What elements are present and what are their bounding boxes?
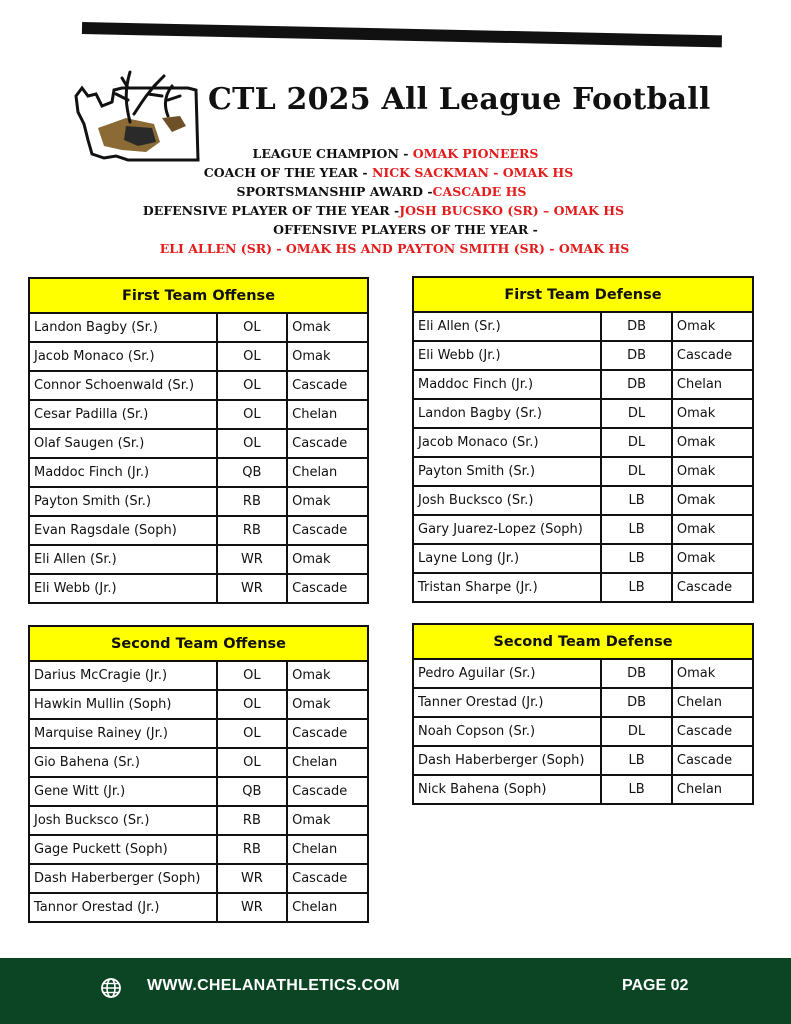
player-name: Gage Puckett (Soph) <box>29 835 217 864</box>
player-team: Omak <box>287 342 368 371</box>
player-position: DL <box>601 457 672 486</box>
first-team-defense-table <box>412 276 754 603</box>
player-team: Cascade <box>672 341 753 370</box>
table-row <box>29 748 368 777</box>
table-row <box>29 545 368 574</box>
table-row <box>413 370 753 399</box>
player-position: LB <box>601 746 672 775</box>
player-team: Omak <box>672 312 753 341</box>
player-position: QB <box>217 458 287 487</box>
table-title: First Team Offense <box>29 278 368 313</box>
player-position: WR <box>217 864 287 893</box>
coach-of-year-label: COACH OF THE YEAR - <box>203 165 372 180</box>
table-row <box>29 777 368 806</box>
player-team: Omak <box>287 661 368 690</box>
player-name: Darius McCragie (Jr.) <box>29 661 217 690</box>
player-team: Omak <box>672 515 753 544</box>
table-row <box>413 717 753 746</box>
table-row <box>29 893 368 922</box>
player-position: DB <box>601 370 672 399</box>
player-team: Omak <box>287 313 368 342</box>
second-team-offense-table <box>28 625 369 923</box>
player-position: RB <box>217 835 287 864</box>
website-link[interactable]: WWW.CHELANATHLETICS.COM <box>147 977 400 994</box>
table-row <box>29 487 368 516</box>
player-position: QB <box>217 777 287 806</box>
player-position: OL <box>217 342 287 371</box>
player-position: OL <box>217 748 287 777</box>
player-name: Payton Smith (Sr.) <box>413 457 601 486</box>
player-name: Connor Schoenwald (Sr.) <box>29 371 217 400</box>
player-position: LB <box>601 544 672 573</box>
table-row <box>413 573 753 602</box>
player-position: OL <box>217 429 287 458</box>
player-position: DL <box>601 428 672 457</box>
player-name: Dash Haberberger (Soph) <box>29 864 217 893</box>
player-team: Chelan <box>287 748 368 777</box>
player-name: Payton Smith (Sr.) <box>29 487 217 516</box>
table-row <box>29 806 368 835</box>
league-champion-label: LEAGUE CHAMPION - <box>252 146 413 161</box>
player-name: Landon Bagby (Sr.) <box>29 313 217 342</box>
player-name: Eli Webb (Jr.) <box>413 341 601 370</box>
player-team: Omak <box>672 457 753 486</box>
table-row <box>413 544 753 573</box>
table-row <box>29 835 368 864</box>
player-position: DB <box>601 659 672 688</box>
player-position: RB <box>217 806 287 835</box>
table-row <box>413 399 753 428</box>
player-team: Chelan <box>287 458 368 487</box>
player-team: Omak <box>287 806 368 835</box>
player-team: Omak <box>287 487 368 516</box>
player-name: Olaf Saugen (Sr.) <box>29 429 217 458</box>
table-row <box>29 516 368 545</box>
player-position: OL <box>217 313 287 342</box>
player-team: Chelan <box>672 775 753 804</box>
league-champion-value: OMAK PIONEERS <box>412 146 539 161</box>
sportsmanship-label: SPORTSMANSHIP AWARD - <box>236 184 433 199</box>
player-team: Cascade <box>287 429 368 458</box>
table-row <box>29 313 368 342</box>
player-name: Jacob Monaco (Sr.) <box>29 342 217 371</box>
table-row <box>29 342 368 371</box>
awards-block <box>0 144 791 258</box>
player-name: Nick Bahena (Soph) <box>413 775 601 804</box>
player-position: OL <box>217 690 287 719</box>
player-team: Chelan <box>287 893 368 922</box>
table-row <box>413 659 753 688</box>
player-name: Pedro Aguilar (Sr.) <box>413 659 601 688</box>
coach-of-year-value: NICK SACKMAN - OMAK HS <box>371 165 574 180</box>
player-name: Maddoc Finch (Jr.) <box>413 370 601 399</box>
player-name: Evan Ragsdale (Soph) <box>29 516 217 545</box>
player-team: Omak <box>672 544 753 573</box>
player-team: Omak <box>287 545 368 574</box>
player-position: DL <box>601 717 672 746</box>
player-name: Jacob Monaco (Sr.) <box>413 428 601 457</box>
player-team: Cascade <box>672 573 753 602</box>
defensive-player-line <box>0 201 791 220</box>
player-position: DB <box>601 341 672 370</box>
defensive-player-value: JOSH BUCSKO (SR) – OMAK HS <box>399 203 625 218</box>
player-team: Cascade <box>287 516 368 545</box>
player-name: Tannor Orestad (Jr.) <box>29 893 217 922</box>
player-position: OL <box>217 661 287 690</box>
table-row <box>29 458 368 487</box>
player-name: Tristan Sharpe (Jr.) <box>413 573 601 602</box>
table-row <box>29 661 368 690</box>
table-row <box>413 775 753 804</box>
player-name: Cesar Padilla (Sr.) <box>29 400 217 429</box>
player-position: RB <box>217 516 287 545</box>
table-row <box>413 312 753 341</box>
table-row <box>29 690 368 719</box>
table-row <box>413 688 753 717</box>
player-team: Cascade <box>287 719 368 748</box>
table-row <box>29 371 368 400</box>
player-position: LB <box>601 573 672 602</box>
player-team: Omak <box>672 428 753 457</box>
player-name: Layne Long (Jr.) <box>413 544 601 573</box>
player-name: Eli Allen (Sr.) <box>29 545 217 574</box>
sportsmanship-line <box>0 182 791 201</box>
table-row <box>29 864 368 893</box>
player-team: Chelan <box>672 688 753 717</box>
globe-icon <box>99 976 123 1000</box>
player-team: Omak <box>672 486 753 515</box>
player-position: WR <box>217 574 287 603</box>
player-team: Chelan <box>287 400 368 429</box>
player-position: OL <box>217 719 287 748</box>
table-row <box>29 574 368 603</box>
player-team: Cascade <box>672 717 753 746</box>
player-position: DL <box>601 399 672 428</box>
player-name: Noah Copson (Sr.) <box>413 717 601 746</box>
table-row <box>29 429 368 458</box>
player-name: Marquise Rainey (Jr.) <box>29 719 217 748</box>
player-team: Cascade <box>287 864 368 893</box>
player-name: Gio Bahena (Sr.) <box>29 748 217 777</box>
player-team: Omak <box>287 690 368 719</box>
player-team: Chelan <box>672 370 753 399</box>
top-divider-bar <box>82 22 722 47</box>
page-title: CTL 2025 All League Football <box>208 82 711 117</box>
player-name: Dash Haberberger (Soph) <box>413 746 601 775</box>
table-row <box>413 457 753 486</box>
table-row <box>413 746 753 775</box>
player-name: Gene Witt (Jr.) <box>29 777 217 806</box>
player-position: WR <box>217 545 287 574</box>
player-team: Cascade <box>287 574 368 603</box>
player-name: Landon Bagby (Sr.) <box>413 399 601 428</box>
second-team-defense-table <box>412 623 754 805</box>
player-position: DB <box>601 688 672 717</box>
player-position: LB <box>601 515 672 544</box>
table-title: Second Team Offense <box>29 626 368 661</box>
player-name: Josh Bucksco (Sr.) <box>413 486 601 515</box>
first-team-offense-table <box>28 277 369 604</box>
player-name: Hawkin Mullin (Soph) <box>29 690 217 719</box>
page-number: PAGE 02 <box>622 977 689 994</box>
table-title: Second Team Defense <box>413 624 753 659</box>
player-position: DB <box>601 312 672 341</box>
player-position: LB <box>601 775 672 804</box>
player-team: Cascade <box>287 777 368 806</box>
player-name: Eli Allen (Sr.) <box>413 312 601 341</box>
sportsmanship-value: CASCADE HS <box>432 184 527 199</box>
player-name: Josh Bucksco (Sr.) <box>29 806 217 835</box>
league-champion-line <box>0 144 791 163</box>
player-team: Omak <box>672 659 753 688</box>
footer-bar <box>0 958 791 1024</box>
defensive-player-label: DEFENSIVE PLAYER OF THE YEAR - <box>142 203 400 218</box>
player-team: Cascade <box>287 371 368 400</box>
player-name: Gary Juarez-Lopez (Soph) <box>413 515 601 544</box>
table-row <box>413 341 753 370</box>
table-row <box>413 428 753 457</box>
offensive-players-label: OFFENSIVE PLAYERS OF THE YEAR - <box>273 222 538 237</box>
player-team: Cascade <box>672 746 753 775</box>
table-row <box>29 719 368 748</box>
player-position: RB <box>217 487 287 516</box>
player-team: Chelan <box>287 835 368 864</box>
player-name: Eli Webb (Jr.) <box>29 574 217 603</box>
player-position: OL <box>217 400 287 429</box>
player-position: WR <box>217 893 287 922</box>
table-row <box>413 515 753 544</box>
player-position: LB <box>601 486 672 515</box>
player-name: Maddoc Finch (Jr.) <box>29 458 217 487</box>
player-name: Tanner Orestad (Jr.) <box>413 688 601 717</box>
offensive-players-value: ELI ALLEN (SR) - OMAK HS AND PAYTON SMITH (SR) - OMAK HS <box>159 241 630 256</box>
player-team: Omak <box>672 399 753 428</box>
table-row <box>413 486 753 515</box>
table-row <box>29 400 368 429</box>
player-position: OL <box>217 371 287 400</box>
coach-of-year-line <box>0 163 791 182</box>
table-title: First Team Defense <box>413 277 753 312</box>
